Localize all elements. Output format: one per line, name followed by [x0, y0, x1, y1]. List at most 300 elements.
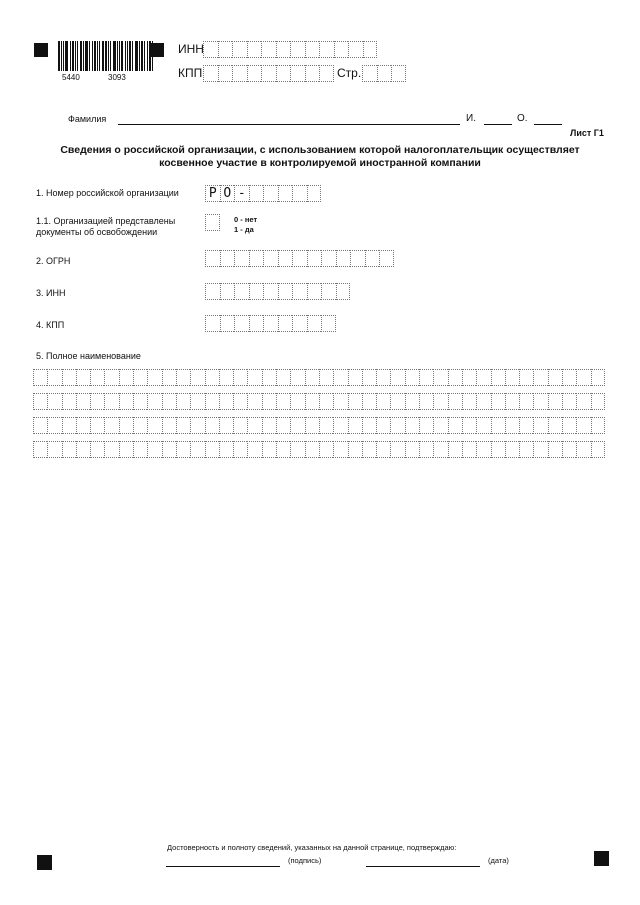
kpp-label: 4. КПП	[36, 320, 65, 330]
barcode-bar	[152, 41, 153, 71]
input-cell[interactable]	[562, 441, 576, 458]
input-cell[interactable]	[491, 441, 505, 458]
input-cell[interactable]	[190, 417, 204, 434]
sheet-label: Лист Г1	[570, 128, 604, 138]
barcode-bar	[65, 41, 68, 71]
input-cell[interactable]: Р	[205, 185, 220, 202]
input-cell[interactable]	[278, 250, 293, 267]
input-cell[interactable]	[133, 441, 147, 458]
registration-marker-bottom-right	[594, 851, 609, 866]
exemption-docs-label-line-1: 1.1. Организацией представлены	[36, 216, 176, 226]
input-cell[interactable]	[205, 283, 220, 300]
input-cell[interactable]	[205, 250, 220, 267]
barcode-bar	[83, 41, 84, 71]
input-cell[interactable]	[290, 417, 304, 434]
input-cell[interactable]	[365, 250, 380, 267]
input-cell[interactable]	[334, 41, 349, 58]
input-cell[interactable]	[390, 369, 404, 386]
barcode-bar	[63, 41, 64, 71]
input-cell[interactable]	[162, 417, 176, 434]
input-cell[interactable]	[376, 369, 390, 386]
input-cell[interactable]	[218, 41, 233, 58]
input-cell[interactable]	[47, 393, 61, 410]
input-cell[interactable]	[276, 417, 290, 434]
input-cell[interactable]	[90, 441, 104, 458]
middle-initial-label: О.	[517, 113, 528, 124]
input-cell[interactable]	[276, 441, 290, 458]
input-cell[interactable]	[219, 393, 233, 410]
input-cell[interactable]	[390, 393, 404, 410]
first-initial-label: И.	[466, 113, 476, 124]
barcode-bar	[72, 41, 74, 71]
input-cell[interactable]	[90, 393, 104, 410]
header-inn-cells[interactable]	[203, 41, 377, 58]
input-cell[interactable]	[205, 417, 219, 434]
surname-line[interactable]	[118, 124, 460, 125]
input-cell[interactable]	[190, 393, 204, 410]
input-cell[interactable]	[533, 441, 547, 458]
input-cell[interactable]	[419, 417, 433, 434]
input-cell[interactable]	[133, 393, 147, 410]
input-cell[interactable]	[292, 315, 307, 332]
full-name-row[interactable]	[33, 417, 605, 434]
input-cell[interactable]	[278, 185, 293, 202]
barcode-bar	[58, 41, 60, 71]
barcode-bar	[61, 41, 62, 71]
input-cell[interactable]	[234, 250, 249, 267]
input-cell[interactable]	[348, 393, 362, 410]
barcode-bar	[147, 41, 148, 71]
input-cell[interactable]	[336, 283, 351, 300]
input-cell[interactable]	[290, 393, 304, 410]
input-cell[interactable]	[205, 214, 220, 231]
barcode-bar	[70, 41, 71, 71]
input-cell[interactable]	[576, 393, 590, 410]
input-cell[interactable]	[591, 417, 605, 434]
input-cell[interactable]	[220, 315, 235, 332]
input-cell[interactable]	[362, 65, 377, 82]
input-cell[interactable]	[162, 393, 176, 410]
input-cell[interactable]	[333, 441, 347, 458]
input-cell[interactable]	[276, 393, 290, 410]
input-cell[interactable]	[190, 441, 204, 458]
input-cell[interactable]	[576, 441, 590, 458]
input-cell[interactable]	[405, 441, 419, 458]
input-cell[interactable]	[350, 250, 365, 267]
barcode-number-right: 3093	[108, 73, 126, 82]
input-cell[interactable]	[379, 250, 394, 267]
barcode-bar	[129, 41, 131, 71]
input-cell[interactable]	[262, 369, 276, 386]
inn-cells[interactable]	[205, 283, 350, 300]
input-cell[interactable]	[405, 417, 419, 434]
date-label: (дата)	[488, 856, 509, 865]
input-cell[interactable]	[47, 441, 61, 458]
input-cell[interactable]	[262, 393, 276, 410]
input-cell[interactable]	[376, 393, 390, 410]
input-cell[interactable]	[362, 369, 376, 386]
input-cell[interactable]	[205, 441, 219, 458]
header-page-cells[interactable]	[362, 65, 406, 82]
input-cell[interactable]	[292, 283, 307, 300]
input-cell[interactable]	[305, 417, 319, 434]
input-cell[interactable]	[319, 441, 333, 458]
registration-marker-top-left	[34, 43, 48, 57]
input-cell[interactable]	[261, 65, 276, 82]
input-cell[interactable]	[548, 441, 562, 458]
input-cell[interactable]	[376, 417, 390, 434]
input-cell[interactable]	[104, 441, 118, 458]
input-cell[interactable]	[47, 369, 61, 386]
input-cell[interactable]	[262, 417, 276, 434]
input-cell[interactable]	[319, 369, 333, 386]
input-cell[interactable]	[33, 369, 47, 386]
input-cell[interactable]	[448, 417, 462, 434]
input-cell[interactable]	[433, 417, 447, 434]
input-cell[interactable]	[247, 65, 262, 82]
input-cell[interactable]	[390, 417, 404, 434]
input-cell[interactable]	[405, 369, 419, 386]
input-cell[interactable]	[319, 417, 333, 434]
barcode-bar	[121, 41, 123, 71]
input-cell[interactable]	[348, 441, 362, 458]
input-cell[interactable]	[505, 369, 519, 386]
input-cell[interactable]	[448, 393, 462, 410]
input-cell[interactable]	[62, 369, 76, 386]
full-name-row[interactable]	[33, 393, 605, 410]
input-cell[interactable]	[62, 393, 76, 410]
input-cell[interactable]	[219, 417, 233, 434]
input-cell[interactable]	[562, 417, 576, 434]
input-cell[interactable]	[263, 250, 278, 267]
barcode-bar	[125, 41, 126, 71]
input-cell[interactable]	[348, 41, 363, 58]
middle-initial-line[interactable]	[534, 124, 562, 125]
input-cell[interactable]	[307, 315, 322, 332]
input-cell[interactable]	[448, 369, 462, 386]
input-cell[interactable]	[263, 185, 278, 202]
input-cell[interactable]	[405, 393, 419, 410]
input-cell[interactable]	[292, 185, 307, 202]
input-cell[interactable]	[591, 393, 605, 410]
input-cell[interactable]	[576, 417, 590, 434]
input-cell[interactable]	[377, 65, 392, 82]
input-cell[interactable]	[319, 41, 334, 58]
input-cell[interactable]	[263, 315, 278, 332]
input-cell[interactable]	[336, 250, 351, 267]
input-cell[interactable]	[104, 417, 118, 434]
input-cell[interactable]	[307, 250, 322, 267]
input-cell[interactable]	[362, 417, 376, 434]
input-cell[interactable]	[433, 369, 447, 386]
input-cell[interactable]	[104, 393, 118, 410]
input-cell[interactable]	[119, 417, 133, 434]
input-cell[interactable]	[548, 369, 562, 386]
input-cell[interactable]	[176, 441, 190, 458]
input-cell[interactable]	[233, 393, 247, 410]
input-cell[interactable]	[505, 393, 519, 410]
input-cell[interactable]	[462, 369, 476, 386]
input-cell[interactable]	[90, 417, 104, 434]
exemption-option-yes: 1 - да	[234, 225, 254, 234]
exemption-docs-label-line-2: документы об освобождении	[36, 227, 158, 237]
input-cell[interactable]	[249, 315, 264, 332]
input-cell[interactable]	[333, 393, 347, 410]
input-cell[interactable]	[562, 369, 576, 386]
input-cell[interactable]	[147, 417, 161, 434]
input-cell[interactable]	[562, 393, 576, 410]
input-cell[interactable]	[462, 441, 476, 458]
input-cell[interactable]	[247, 369, 261, 386]
input-cell[interactable]	[307, 283, 322, 300]
input-cell[interactable]	[220, 250, 235, 267]
input-cell[interactable]	[533, 417, 547, 434]
input-cell[interactable]	[491, 417, 505, 434]
form-title-line-1: Сведения о российской организации, с использованием которой налогоплательщик осуществляет	[60, 144, 580, 156]
input-cell[interactable]	[232, 41, 247, 58]
input-cell[interactable]	[476, 417, 490, 434]
input-cell[interactable]	[391, 65, 406, 82]
barcode-bar	[99, 41, 100, 71]
input-cell[interactable]	[307, 185, 322, 202]
kpp-cells[interactable]	[205, 315, 336, 332]
input-cell[interactable]	[321, 315, 336, 332]
full-name-row[interactable]	[33, 369, 605, 386]
input-cell[interactable]	[133, 417, 147, 434]
input-cell[interactable]	[290, 369, 304, 386]
input-cell[interactable]	[234, 315, 249, 332]
input-cell[interactable]	[305, 41, 320, 58]
barcode-bar	[97, 41, 98, 71]
signature-label: (подпись)	[288, 856, 322, 865]
input-cell[interactable]	[119, 441, 133, 458]
barcode-bar	[135, 41, 138, 71]
input-cell[interactable]	[433, 441, 447, 458]
header-kpp-cells[interactable]	[203, 65, 334, 82]
barcode-bar	[94, 41, 96, 71]
input-cell[interactable]	[376, 441, 390, 458]
input-cell[interactable]	[47, 417, 61, 434]
input-cell[interactable]	[276, 65, 291, 82]
barcode-bar	[144, 41, 145, 71]
first-initial-line[interactable]	[484, 124, 512, 125]
input-cell[interactable]	[591, 441, 605, 458]
input-cell[interactable]	[247, 393, 261, 410]
input-cell[interactable]	[276, 41, 291, 58]
input-cell[interactable]	[348, 369, 362, 386]
input-cell[interactable]	[176, 369, 190, 386]
input-cell[interactable]	[476, 369, 490, 386]
input-cell[interactable]	[290, 41, 305, 58]
input-cell[interactable]	[62, 441, 76, 458]
input-cell[interactable]	[162, 441, 176, 458]
input-cell[interactable]	[462, 417, 476, 434]
input-cell[interactable]	[576, 369, 590, 386]
header-inn-label: ИНН	[178, 42, 204, 56]
surname-label: Фамилия	[68, 114, 107, 124]
input-cell[interactable]	[76, 417, 90, 434]
input-cell[interactable]	[505, 441, 519, 458]
input-cell[interactable]	[292, 250, 307, 267]
input-cell[interactable]	[232, 65, 247, 82]
input-cell[interactable]: -	[234, 185, 249, 202]
input-cell[interactable]	[247, 41, 262, 58]
input-cell[interactable]	[333, 417, 347, 434]
input-cell[interactable]	[261, 41, 276, 58]
input-cell[interactable]	[203, 41, 218, 58]
input-cell[interactable]	[278, 283, 293, 300]
input-cell[interactable]	[548, 393, 562, 410]
input-cell[interactable]	[333, 369, 347, 386]
form-title-line-2: косвенное участие в контролируемой иностранной компании	[159, 157, 481, 169]
barcode-bar	[110, 41, 111, 71]
input-cell[interactable]	[147, 369, 161, 386]
input-cell[interactable]	[548, 417, 562, 434]
input-cell[interactable]	[162, 369, 176, 386]
barcode-bar	[127, 41, 128, 71]
input-cell[interactable]	[249, 185, 264, 202]
input-cell[interactable]	[33, 441, 47, 458]
barcode-bar	[92, 41, 93, 71]
barcode-number-left: 5440	[62, 73, 80, 82]
input-cell[interactable]	[290, 65, 305, 82]
input-cell[interactable]	[247, 441, 261, 458]
signature-line[interactable]	[166, 866, 280, 867]
full-name-row[interactable]	[33, 441, 605, 458]
full-name-grid[interactable]	[33, 369, 605, 465]
barcode-bar	[119, 41, 120, 71]
input-cell[interactable]	[462, 393, 476, 410]
inn-label: 3. ИНН	[36, 288, 66, 298]
input-cell[interactable]	[305, 393, 319, 410]
input-cell[interactable]	[321, 250, 336, 267]
barcode-bar	[85, 41, 88, 71]
input-cell[interactable]	[176, 393, 190, 410]
input-cell[interactable]	[476, 393, 490, 410]
input-cell[interactable]	[305, 369, 319, 386]
input-cell[interactable]	[205, 315, 220, 332]
input-cell[interactable]	[491, 393, 505, 410]
input-cell[interactable]	[519, 393, 533, 410]
exemption-docs-cell[interactable]	[205, 214, 220, 231]
input-cell[interactable]	[233, 417, 247, 434]
barcode-bar	[102, 41, 104, 71]
input-cell[interactable]	[219, 369, 233, 386]
input-cell[interactable]	[362, 393, 376, 410]
input-cell[interactable]	[233, 369, 247, 386]
input-cell[interactable]	[147, 393, 161, 410]
input-cell[interactable]	[519, 417, 533, 434]
input-cell[interactable]	[33, 417, 47, 434]
barcode-bar	[89, 41, 90, 71]
input-cell[interactable]	[591, 369, 605, 386]
barcode-bar	[117, 41, 118, 71]
input-cell[interactable]	[419, 441, 433, 458]
ogrn-label: 2. ОГРН	[36, 256, 71, 266]
input-cell[interactable]	[276, 369, 290, 386]
input-cell[interactable]	[205, 369, 219, 386]
barcode-bar	[108, 41, 109, 71]
barcode-bar	[149, 41, 151, 71]
header-kpp-label: КПП	[178, 66, 203, 80]
input-cell[interactable]	[390, 441, 404, 458]
barcode-bar	[139, 41, 140, 71]
input-cell[interactable]	[263, 283, 278, 300]
input-cell[interactable]	[133, 369, 147, 386]
input-cell[interactable]	[319, 65, 334, 82]
input-cell[interactable]	[363, 41, 378, 58]
date-line[interactable]	[366, 866, 480, 867]
input-cell[interactable]	[33, 393, 47, 410]
input-cell[interactable]	[205, 393, 219, 410]
input-cell[interactable]	[119, 393, 133, 410]
input-cell[interactable]	[362, 441, 376, 458]
full-name-label: 5. Полное наименование	[36, 351, 141, 361]
input-cell[interactable]	[419, 369, 433, 386]
input-cell[interactable]	[147, 441, 161, 458]
input-cell[interactable]	[533, 393, 547, 410]
input-cell[interactable]	[76, 393, 90, 410]
input-cell[interactable]	[90, 369, 104, 386]
input-cell[interactable]	[348, 417, 362, 434]
barcode-bar	[141, 41, 143, 71]
org-number-cells[interactable]	[205, 185, 321, 202]
input-cell[interactable]	[247, 417, 261, 434]
input-cell[interactable]	[491, 369, 505, 386]
input-cell[interactable]	[419, 393, 433, 410]
input-cell[interactable]	[234, 283, 249, 300]
input-cell[interactable]	[305, 65, 320, 82]
input-cell[interactable]	[218, 65, 233, 82]
barcode	[58, 41, 154, 71]
input-cell[interactable]	[533, 369, 547, 386]
input-cell[interactable]	[319, 393, 333, 410]
barcode-bar	[80, 41, 82, 71]
input-cell[interactable]	[249, 283, 264, 300]
input-cell[interactable]	[448, 441, 462, 458]
input-cell[interactable]	[305, 441, 319, 458]
input-cell[interactable]	[476, 441, 490, 458]
input-cell[interactable]	[176, 417, 190, 434]
input-cell[interactable]	[62, 417, 76, 434]
input-cell[interactable]	[278, 315, 293, 332]
input-cell[interactable]	[190, 369, 204, 386]
input-cell[interactable]	[104, 369, 118, 386]
input-cell[interactable]	[220, 283, 235, 300]
confirmation-text: Достоверность и полноту сведений, указанных на данной странице, подтверждаю:	[167, 843, 457, 852]
input-cell[interactable]	[76, 369, 90, 386]
input-cell[interactable]: О	[220, 185, 235, 202]
input-cell[interactable]	[433, 393, 447, 410]
ogrn-cells[interactable]	[205, 250, 394, 267]
input-cell[interactable]	[519, 369, 533, 386]
org-number-label: 1. Номер российской организации	[36, 188, 179, 198]
input-cell[interactable]	[203, 65, 218, 82]
input-cell[interactable]	[519, 441, 533, 458]
input-cell[interactable]	[219, 441, 233, 458]
barcode-bar	[77, 41, 78, 71]
input-cell[interactable]	[119, 369, 133, 386]
input-cell[interactable]	[233, 441, 247, 458]
input-cell[interactable]	[321, 283, 336, 300]
input-cell[interactable]	[505, 417, 519, 434]
input-cell[interactable]	[76, 441, 90, 458]
input-cell[interactable]	[290, 441, 304, 458]
input-cell[interactable]	[249, 250, 264, 267]
barcode-bar	[105, 41, 107, 71]
input-cell[interactable]	[262, 441, 276, 458]
barcode-bar	[113, 41, 116, 71]
